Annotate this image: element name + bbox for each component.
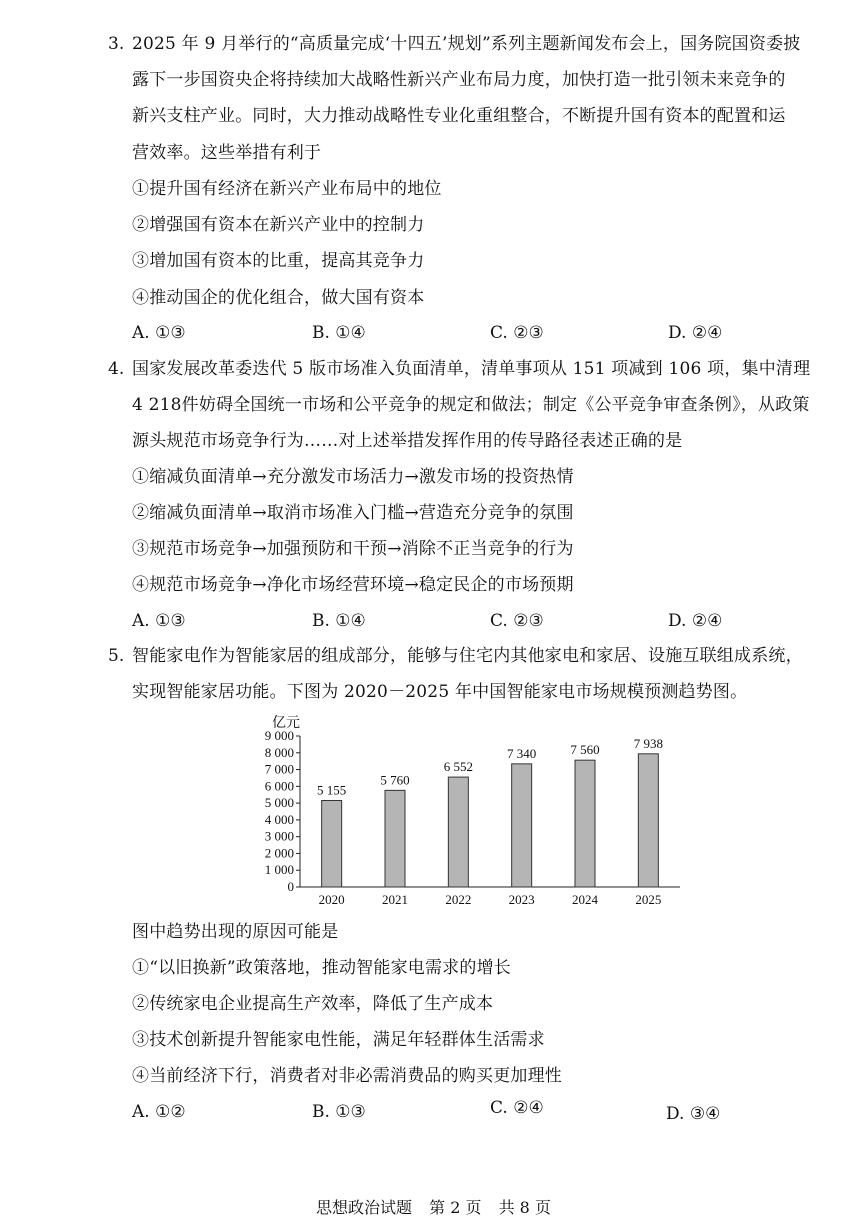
bar-value-label: 6 552 <box>443 759 473 775</box>
statement-4: ④推动国企的优化组合，做大国有资本 <box>132 288 425 308</box>
statement-1: ①“以旧换新”政策落地，推动智能家电需求的增长 <box>132 958 511 978</box>
option-b: B. ①③ <box>312 1102 366 1122</box>
y-tick-label: 2 000 <box>264 845 294 861</box>
bar <box>638 754 658 887</box>
bar <box>575 760 595 887</box>
statement-2: ②缩减负面清单→取消市场准入门槛→营造充分竞争的氛围 <box>132 503 574 523</box>
option-a: A. ①③ <box>132 611 186 631</box>
option-c: C. ②④ <box>490 1098 544 1118</box>
y-tick-label: 3 000 <box>264 828 294 844</box>
statement-2: ②传统家电企业提高生产效率，降低了生产成本 <box>132 994 494 1014</box>
y-tick-label: 9 000 <box>264 728 294 743</box>
chart-question-prompt: 图中趋势出现的原因可能是 <box>132 922 339 942</box>
footer-subject: 思想政治试题 <box>316 1198 413 1217</box>
y-axis-label: 亿元 <box>272 716 300 731</box>
market-size-bar-chart <box>250 705 690 915</box>
option-d: D. ③④ <box>666 1104 721 1124</box>
bar <box>448 777 468 887</box>
bar <box>322 801 342 887</box>
footer-total-pages: 共 8 页 <box>498 1198 551 1217</box>
x-tick-label: 2021 <box>382 892 408 907</box>
question-text-line: 智能家电作为智能家居的组成部分，能够与住宅内其他家电和家居、设施互联组成系统， <box>132 646 803 666</box>
y-tick-label: 1 000 <box>264 862 294 878</box>
statement-2: ②增强国有资本在新兴产业中的控制力 <box>132 215 425 235</box>
x-tick-label: 2022 <box>445 892 472 907</box>
option-b: B. ①④ <box>312 611 366 631</box>
page-footer <box>0 1198 867 1218</box>
statement-1: ①提升国有经济在新兴产业布局中的地位 <box>132 179 442 199</box>
y-tick-label: 0 <box>287 879 294 894</box>
question-text-line: 新兴支柱产业。同时，大力推动战略性专业化重组整合，不断提升国有资本的配置和运 <box>132 106 786 126</box>
question-text-line: 源头规范市场竞争行为……对上述举措发挥作用的传导路径表述正确的是 <box>132 431 683 451</box>
option-c: C. ②③ <box>490 611 544 631</box>
option-b: B. ①④ <box>312 323 366 343</box>
statement-4: ④规范市场竞争→净化市场经营环境→稳定民企的市场预期 <box>132 575 574 595</box>
bar <box>512 764 532 887</box>
x-tick-label: 2024 <box>572 892 598 907</box>
option-a: A. ①② <box>132 1102 186 1122</box>
option-c: C. ②③ <box>490 323 544 343</box>
x-tick-label: 2023 <box>508 892 535 907</box>
bar-value-label: 5 155 <box>317 782 347 798</box>
question-text-line: 实现智能家居功能。下图为 2020－2025 年中国智能家电市场规模预测趋势图。 <box>132 682 748 702</box>
statement-4: ④当前经济下行，消费者对非必需消费品的购买更加理性 <box>132 1066 562 1086</box>
y-tick-label: 4 000 <box>264 811 294 827</box>
statement-3: ③增加国有资本的比重，提高其竞争力 <box>132 251 425 271</box>
footer-page-number: 第 2 页 <box>429 1198 482 1217</box>
x-tick-label: 2025 <box>635 892 662 907</box>
option-d: D. ②④ <box>668 323 723 343</box>
statement-3: ③规范市场竞争→加强预防和干预→消除不正当竞争的行为 <box>132 539 574 559</box>
x-tick-label: 2020 <box>318 892 345 907</box>
bar-value-label: 5 760 <box>380 772 410 788</box>
question-number: 4. <box>108 359 125 379</box>
bar-value-label: 7 340 <box>507 745 537 761</box>
question-text-line: 营效率。这些举措有利于 <box>132 143 322 163</box>
y-tick-label: 6 000 <box>264 778 294 794</box>
question-number: 3. <box>108 34 125 54</box>
statement-1: ①缩减负面清单→充分激发市场活力→激发市场的投资热情 <box>132 467 574 487</box>
option-d: D. ②④ <box>668 611 723 631</box>
y-tick-label: 7 000 <box>264 761 294 777</box>
question-text-line: 4 218件妨碍全国统一市场和公平竞争的规定和做法；制定《公平竞争审查条例》，从政策 <box>132 395 810 415</box>
bar <box>385 790 405 887</box>
y-tick-label: 8 000 <box>264 744 294 760</box>
question-text-line: 2025 年 9 月举行的“高质量完成‘十四五’规划”系列主题新闻发布会上，国务院国资委披 <box>132 34 801 54</box>
bar-value-label: 7 560 <box>570 742 600 758</box>
y-tick-label: 5 000 <box>264 795 294 811</box>
statement-3: ③技术创新提升智能家电性能，满足年轻群体生活需求 <box>132 1030 545 1050</box>
question-text-line: 露下一步国资央企将持续加大战略性新兴产业布局力度，加快打造一批引领未来竞争的 <box>132 70 786 90</box>
question-text-line: 国家发展改革委迭代 5 版市场准入负面清单，清单事项从 151 项减到 106 项，集中清理 <box>132 359 811 379</box>
bar-value-label: 7 938 <box>633 735 663 751</box>
question-number: 5. <box>108 646 125 666</box>
option-a: A. ①③ <box>132 323 186 343</box>
